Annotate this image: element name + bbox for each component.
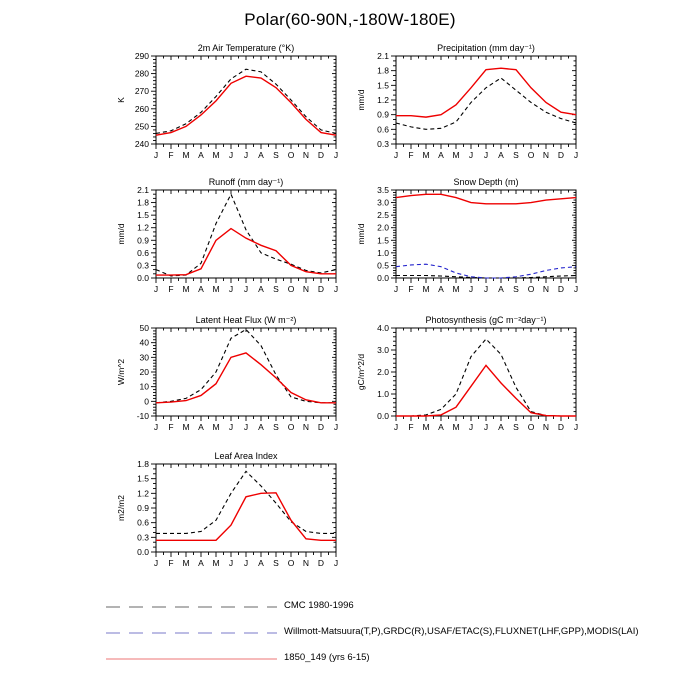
svg-text:2.5: 2.5 (377, 210, 389, 221)
svg-text:F: F (408, 284, 414, 294)
svg-text:J: J (333, 284, 339, 294)
svg-text:J: J (483, 422, 489, 432)
svg-text:J: J (228, 558, 234, 568)
svg-text:0.6: 0.6 (377, 124, 389, 135)
svg-text:M: M (212, 558, 220, 568)
svg-text:M: M (452, 150, 460, 160)
svg-text:J: J (243, 558, 249, 568)
svg-text:J: J (228, 150, 234, 160)
svg-text:F: F (408, 422, 414, 432)
svg-text:J: J (243, 422, 249, 432)
svg-text:D: D (557, 150, 565, 160)
svg-text:A: A (198, 558, 204, 568)
svg-text:M: M (422, 150, 430, 160)
svg-text:2.1: 2.1 (137, 185, 149, 195)
legend-line-solid-red (104, 654, 279, 664)
svg-text:m2/m2: m2/m2 (116, 495, 126, 521)
svg-text:1.5: 1.5 (137, 210, 149, 221)
svg-text:3.0: 3.0 (377, 197, 389, 208)
svg-text:A: A (198, 422, 204, 432)
svg-text:S: S (273, 150, 279, 160)
svg-text:F: F (168, 284, 174, 294)
legend-item-model-run (0, 646, 700, 672)
svg-text:F: F (408, 150, 414, 160)
svg-text:0.0: 0.0 (137, 547, 149, 557)
svg-text:F: F (168, 150, 174, 160)
svg-text:M: M (182, 150, 190, 160)
svg-text:1.0: 1.0 (377, 247, 389, 258)
svg-text:J: J (153, 422, 159, 432)
svg-text:J: J (393, 284, 399, 294)
legend-line-dashed-blue (104, 628, 279, 638)
svg-text:J: J (393, 150, 399, 160)
svg-text:D: D (317, 558, 325, 568)
svg-text:30: 30 (139, 352, 149, 363)
svg-text:S: S (513, 422, 519, 432)
svg-text:J: J (228, 284, 234, 294)
svg-text:D: D (317, 150, 325, 160)
svg-text:M: M (182, 558, 190, 568)
svg-text:50: 50 (139, 323, 149, 333)
svg-text:J: J (468, 150, 474, 160)
svg-text:mm/d: mm/d (356, 89, 366, 111)
legend-item-obs-composite (0, 620, 700, 646)
svg-text:20: 20 (139, 367, 149, 377)
svg-text:250: 250 (134, 121, 149, 132)
svg-text:A: A (498, 284, 504, 294)
svg-text:J: J (153, 284, 159, 294)
svg-text:2.1: 2.1 (377, 51, 389, 61)
svg-text:gC/m^2/d: gC/m^2/d (356, 353, 366, 391)
svg-text:J: J (468, 284, 474, 294)
svg-text:-10: -10 (136, 411, 149, 421)
svg-text:2.0: 2.0 (377, 367, 389, 377)
svg-text:O: O (527, 422, 535, 432)
chart-leaf-area-index (110, 450, 360, 580)
svg-text:1.8: 1.8 (137, 197, 149, 208)
chart-leaf-area-index-canvas (110, 450, 360, 580)
svg-text:A: A (438, 284, 444, 294)
svg-text:mm/d: mm/d (116, 223, 126, 245)
svg-text:J: J (333, 558, 339, 568)
svg-text:A: A (258, 422, 264, 432)
svg-text:D: D (317, 422, 325, 432)
svg-text:0.9: 0.9 (137, 503, 149, 513)
svg-text:2m Air Temperature (°K): 2m Air Temperature (°K) (197, 43, 295, 53)
legend-label: 1850_149 (yrs 6-15) (284, 652, 370, 663)
svg-text:0.9: 0.9 (377, 109, 389, 120)
svg-text:A: A (198, 284, 204, 294)
chart-photosynthesis (350, 314, 600, 444)
svg-text:J: J (243, 284, 249, 294)
svg-text:270: 270 (134, 86, 149, 97)
chart-2m-air-temperature-canvas (110, 42, 360, 172)
svg-text:S: S (273, 284, 279, 294)
svg-text:3.5: 3.5 (377, 185, 389, 195)
svg-text:1.8: 1.8 (137, 459, 149, 469)
svg-text:Leaf Area Index: Leaf Area Index (214, 451, 278, 461)
svg-text:260: 260 (134, 103, 149, 114)
chart-runoff-canvas (110, 176, 360, 306)
svg-text:F: F (168, 422, 174, 432)
svg-text:O: O (527, 284, 535, 294)
svg-text:J: J (393, 422, 399, 432)
chart-snow-depth-canvas (350, 176, 600, 306)
svg-text:1.2: 1.2 (137, 488, 149, 499)
svg-text:S: S (273, 422, 279, 432)
svg-text:M: M (212, 150, 220, 160)
svg-text:J: J (228, 422, 234, 432)
chart-precipitation-canvas (350, 42, 600, 172)
chart-latent-heat-flux (110, 314, 360, 444)
chart-snow-depth (350, 176, 600, 306)
svg-text:0.3: 0.3 (377, 139, 389, 149)
svg-text:0.0: 0.0 (377, 411, 389, 421)
svg-text:J: J (573, 284, 579, 294)
legend-line-dashed-gray (104, 602, 279, 612)
legend-label: CMC 1980-1996 (284, 600, 354, 611)
svg-text:O: O (287, 284, 295, 294)
svg-text:M: M (452, 284, 460, 294)
svg-text:O: O (287, 422, 295, 432)
chart-photosynthesis-canvas (350, 314, 600, 444)
svg-text:0.9: 0.9 (137, 235, 149, 246)
svg-text:J: J (483, 284, 489, 294)
svg-text:0.5: 0.5 (377, 260, 389, 271)
svg-text:N: N (542, 150, 550, 160)
svg-text:J: J (333, 150, 339, 160)
svg-text:0.3: 0.3 (137, 532, 149, 543)
svg-text:K: K (116, 97, 126, 103)
svg-text:N: N (542, 284, 550, 294)
svg-text:S: S (513, 284, 519, 294)
svg-text:N: N (302, 284, 310, 294)
svg-text:A: A (438, 150, 444, 160)
svg-text:D: D (317, 284, 325, 294)
chart-latent-heat-flux-canvas (110, 314, 360, 444)
svg-text:2.0: 2.0 (377, 222, 389, 233)
svg-text:A: A (258, 558, 264, 568)
svg-text:10: 10 (139, 381, 149, 392)
svg-text:0.0: 0.0 (377, 273, 389, 283)
svg-text:A: A (258, 284, 264, 294)
svg-text:M: M (182, 422, 190, 432)
legend-item-cmc (0, 594, 700, 620)
svg-text:J: J (153, 150, 159, 160)
svg-text:M: M (212, 422, 220, 432)
svg-text:O: O (287, 558, 295, 568)
svg-text:1.5: 1.5 (137, 473, 149, 484)
svg-text:N: N (302, 558, 310, 568)
svg-text:1.2: 1.2 (377, 95, 389, 105)
svg-text:N: N (302, 422, 310, 432)
svg-text:Runoff (mm day⁻¹): Runoff (mm day⁻¹) (208, 177, 284, 187)
svg-text:3.0: 3.0 (377, 345, 389, 355)
svg-text:A: A (498, 422, 504, 432)
svg-text:0.6: 0.6 (137, 247, 149, 258)
svg-text:D: D (557, 422, 565, 432)
svg-text:N: N (542, 422, 550, 432)
svg-text:1.5: 1.5 (377, 235, 389, 246)
svg-text:0.3: 0.3 (137, 260, 149, 271)
svg-text:W/m^2: W/m^2 (116, 358, 126, 386)
svg-text:1.5: 1.5 (377, 80, 389, 91)
svg-text:240: 240 (134, 139, 149, 149)
svg-text:Photosynthesis (gC m⁻²day⁻¹): Photosynthesis (gC m⁻²day⁻¹) (425, 315, 547, 325)
svg-text:40: 40 (139, 337, 149, 348)
svg-text:Precipitation (mm day⁻¹): Precipitation (mm day⁻¹) (437, 43, 535, 53)
svg-text:J: J (153, 558, 159, 568)
svg-text:Snow Depth (m): Snow Depth (m) (453, 177, 519, 187)
svg-text:1.0: 1.0 (377, 389, 389, 399)
svg-text:M: M (212, 284, 220, 294)
svg-text:D: D (557, 284, 565, 294)
svg-text:290: 290 (134, 51, 149, 61)
svg-text:A: A (498, 150, 504, 160)
svg-text:280: 280 (134, 68, 149, 79)
svg-text:1.8: 1.8 (377, 65, 389, 76)
svg-text:O: O (527, 150, 535, 160)
svg-text:4.0: 4.0 (377, 323, 389, 333)
svg-text:O: O (287, 150, 295, 160)
legend-label: Willmott-Matsuura(T,P),GRDC(R),USAF/ETAC(S),FLUXNET(LHF,GPP),MODIS(LAI) (284, 626, 639, 637)
chart-2m-air-temperature (110, 42, 360, 172)
svg-text:0: 0 (144, 396, 149, 407)
svg-text:mm/d: mm/d (356, 223, 366, 245)
svg-text:A: A (438, 422, 444, 432)
svg-text:S: S (273, 558, 279, 568)
svg-text:N: N (302, 150, 310, 160)
svg-text:0.0: 0.0 (137, 273, 149, 283)
svg-text:A: A (198, 150, 204, 160)
svg-text:1.2: 1.2 (137, 222, 149, 233)
page-title: Polar(60-90N,-180W-180E) (244, 10, 456, 29)
svg-text:A: A (258, 150, 264, 160)
svg-text:J: J (243, 150, 249, 160)
svg-text:S: S (513, 150, 519, 160)
chart-runoff (110, 176, 360, 306)
svg-text:J: J (483, 150, 489, 160)
svg-text:J: J (333, 422, 339, 432)
svg-text:M: M (422, 422, 430, 432)
svg-text:F: F (168, 558, 174, 568)
svg-text:0.6: 0.6 (137, 517, 149, 528)
chart-precipitation (350, 42, 600, 172)
legend (0, 594, 700, 672)
svg-text:M: M (182, 284, 190, 294)
svg-text:J: J (573, 150, 579, 160)
svg-text:J: J (573, 422, 579, 432)
svg-text:J: J (468, 422, 474, 432)
svg-text:M: M (422, 284, 430, 294)
svg-text:Latent Heat Flux (W m⁻²): Latent Heat Flux (W m⁻²) (195, 315, 297, 325)
svg-text:M: M (452, 422, 460, 432)
